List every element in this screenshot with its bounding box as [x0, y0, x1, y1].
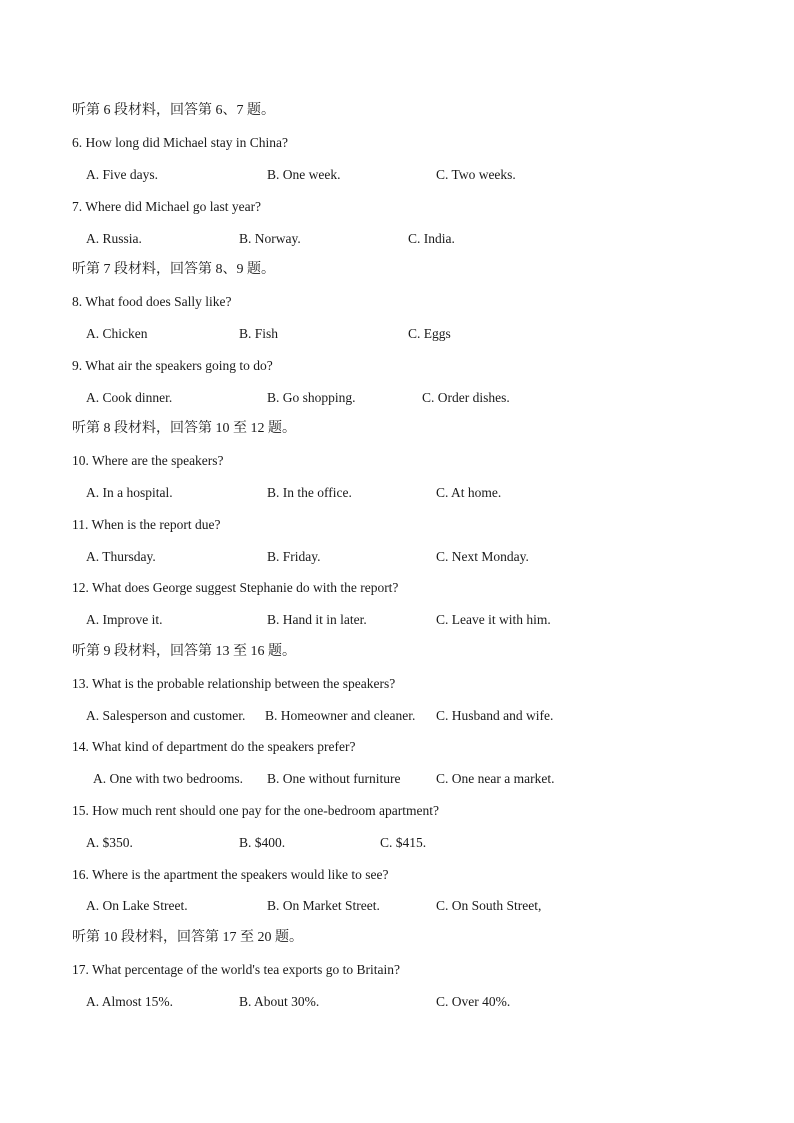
- question-9-option-c: C. Order dishes.: [422, 390, 510, 405]
- question-17-option-b: B. About 30%.: [239, 994, 320, 1009]
- question-13-option-a: A. Salesperson and customer.: [86, 708, 246, 723]
- question-13: 13. What is the probable relationship between the speakers?: [72, 676, 396, 691]
- question-14-option-b: B. One without furniture: [267, 771, 401, 786]
- question-12: 12. What does George suggest Stephanie do with the report?: [72, 580, 399, 595]
- question-17-option-c: C. Over 40%.: [436, 994, 511, 1009]
- question-10-option-c: C. At home.: [436, 485, 502, 500]
- question-7-option-b: B. Norway.: [239, 231, 301, 246]
- section-heading-6: 听第 6 段材料，回答第 6、7 题。: [72, 103, 275, 118]
- question-11: 11. When is the report due?: [72, 517, 221, 532]
- question-6-option-c: C. Two weeks.: [436, 167, 516, 182]
- question-16-option-b: B. On Market Street.: [267, 898, 380, 913]
- question-14: 14. What kind of department do the speakers prefer?: [72, 739, 356, 754]
- question-15-option-c: C. $415.: [380, 835, 427, 850]
- question-10: 10. Where are the speakers?: [72, 453, 224, 468]
- question-7-option-a: A. Russia.: [86, 231, 142, 246]
- question-15-option-a: A. $350.: [86, 835, 133, 850]
- question-12-option-c: C. Leave it with him.: [436, 612, 551, 627]
- question-12-option-b: B. Hand it in later.: [267, 612, 367, 627]
- question-17: 17. What percentage of the world's tea exports go to Britain?: [72, 962, 400, 977]
- question-8-option-c: C. Eggs: [408, 326, 451, 341]
- question-13-option-c: C. Husband and wife.: [436, 708, 554, 723]
- question-12-option-a: A. Improve it.: [86, 612, 163, 627]
- section-heading-7: 听第 7 段材料，回答第 8、9 题。: [72, 262, 275, 277]
- question-6-option-b: B. One week.: [267, 167, 341, 182]
- question-16: 16. Where is the apartment the speakers would like to see?: [72, 867, 389, 882]
- section-heading-10: 听第 10 段材料，回答第 17 至 20 题。: [72, 930, 303, 945]
- question-15-option-b: B. $400.: [239, 835, 286, 850]
- question-11-option-b: B. Friday.: [267, 549, 321, 564]
- question-7-option-c: C. India.: [408, 231, 455, 246]
- question-8-option-b: B. Fish: [239, 326, 279, 341]
- question-8: 8. What food does Sally like?: [72, 294, 232, 309]
- question-10-option-a: A. In a hospital.: [86, 485, 173, 500]
- question-14-option-c: C. One near a market.: [436, 771, 555, 786]
- question-17-option-a: A. Almost 15%.: [86, 994, 174, 1009]
- question-8-option-a: A. Chicken: [86, 326, 148, 341]
- question-16-option-c: C. On South Street,: [436, 898, 542, 913]
- question-9-option-a: A. Cook dinner.: [86, 390, 173, 405]
- question-14-option-a: A. One with two bedrooms.: [93, 771, 243, 786]
- section-heading-8: 听第 8 段材料，回答第 10 至 12 题。: [72, 421, 296, 436]
- question-9-option-b: B. Go shopping.: [267, 390, 356, 405]
- question-6-option-a: A. Five days.: [86, 167, 158, 182]
- question-10-option-b: B. In the office.: [267, 485, 352, 500]
- question-15: 15. How much rent should one pay for the one-bedroom apartment?: [72, 803, 440, 818]
- question-9: 9. What air the speakers going to do?: [72, 358, 273, 373]
- question-11-option-a: A. Thursday.: [86, 549, 156, 564]
- question-13-option-b: B. Homeowner and cleaner.: [265, 708, 416, 723]
- question-6: 6. How long did Michael stay in China?: [72, 135, 288, 150]
- question-11-option-c: C. Next Monday.: [436, 549, 529, 564]
- question-16-option-a: A. On Lake Street.: [86, 898, 188, 913]
- section-heading-9: 听第 9 段材料，回答第 13 至 16 题。: [72, 644, 296, 659]
- question-7: 7. Where did Michael go last year?: [72, 199, 262, 214]
